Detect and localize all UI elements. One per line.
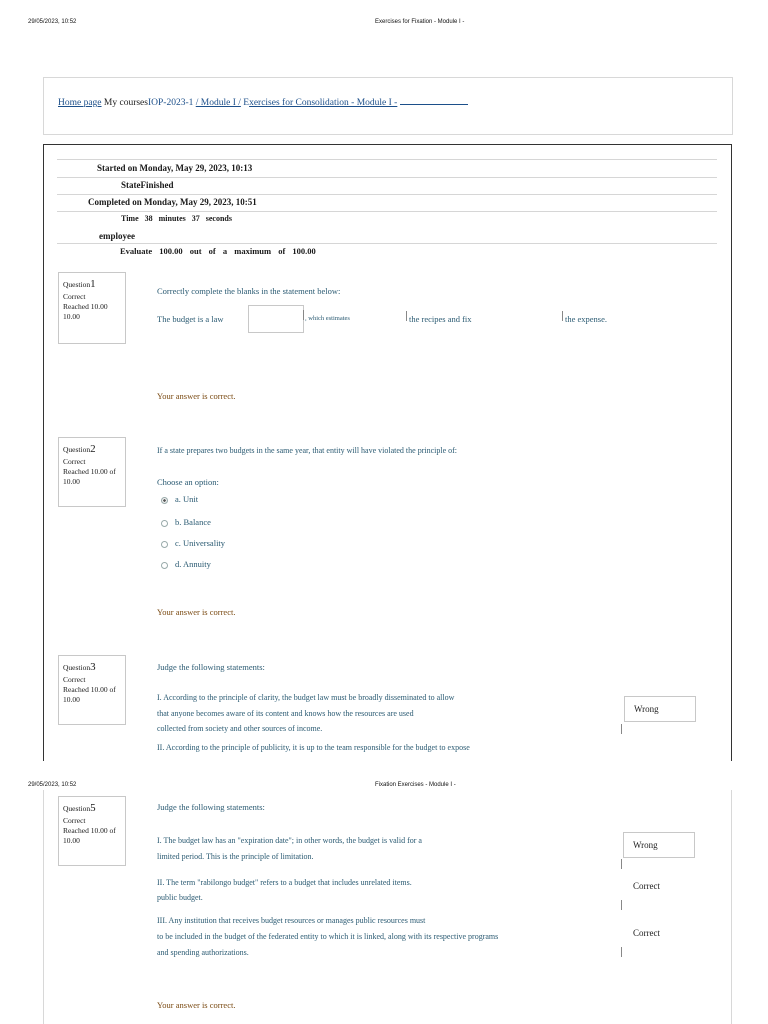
q5-statement-3-line-3: and spending authorizations. [157, 948, 249, 957]
q5-statement-1-line-1: I. The budget law has an "expiration date"; in other words, the budget is valid for a [157, 836, 422, 845]
summary-time [121, 214, 732, 223]
time-label: Time [121, 214, 139, 223]
question-number: 1 [90, 278, 96, 290]
question-2-prompt: If a state prepares two budgets in the same year, that entity will have violated the principle of: [157, 446, 458, 455]
question-3-prompt: Judge the following statements: [157, 662, 265, 672]
completed-value: Monday, May 29, 2023, 10:51 [144, 197, 257, 207]
question-5-prompt: Judge the following statements: [157, 802, 265, 812]
divider [57, 194, 717, 195]
q5-answer-marker [621, 900, 622, 910]
radio-icon[interactable] [161, 541, 168, 548]
started-label: Started on [97, 163, 138, 173]
breadcrumb-courses[interactable]: courses [119, 98, 148, 108]
q3-statement-1-line-1: I. According to the principle of clarity, the budget law must be broadly disseminated to allow [157, 693, 455, 702]
q3-answer-1-select[interactable]: Wrong [624, 696, 696, 722]
question-reached: Reached 10.00 of 10.00 [63, 684, 116, 705]
q2-choose-label: Choose an option: [157, 477, 219, 487]
option-label: b. Balance [175, 517, 211, 527]
question-2-info [58, 437, 126, 507]
print-title-page2: Fixation Exercises - Module I - [375, 782, 456, 788]
breadcrumb-box [43, 77, 733, 135]
q5-answer-1-select[interactable]: Wrong [623, 832, 695, 858]
q5-answer-3-select[interactable]: Correct [633, 928, 660, 938]
summary-state [121, 180, 732, 190]
option-label: d. Annuity [175, 559, 211, 569]
state-label: State [121, 180, 141, 190]
summary-completed [88, 197, 732, 207]
radio-selected-icon[interactable] [161, 497, 168, 504]
q2-option-d[interactable] [161, 559, 211, 569]
divider [57, 177, 717, 178]
question-1-info [58, 272, 126, 344]
option-label: c. Universality [175, 538, 226, 548]
q2-option-c[interactable] [161, 538, 225, 548]
q1-text-part2: , which estimates [305, 315, 350, 322]
q3-statement-1-line-3: collected from society and other sources of income. [157, 724, 323, 733]
q5-statement-1-line-2: limited period. This is the principle of limitation. [157, 852, 314, 861]
q5-answer-2-select[interactable]: Correct [633, 881, 660, 891]
summary-started [97, 163, 732, 173]
print-date-page2: 29/05/2023, 10:52 [28, 782, 77, 788]
q1-blank-marker [303, 310, 304, 320]
question-label: Question [63, 663, 91, 672]
state-value: Finished [140, 180, 174, 190]
divider [57, 243, 717, 244]
breadcrumb-exercises[interactable]: xercises for Consolidation - Module I - [249, 98, 398, 108]
radio-icon[interactable] [161, 562, 168, 569]
radio-icon[interactable] [161, 520, 168, 527]
breadcrumb-course[interactable]: IOP-2023-1 [147, 98, 194, 108]
evaluate-label: Evaluate [120, 246, 153, 256]
summary-employee: employee [99, 231, 135, 241]
question-status: Correct [63, 456, 86, 466]
quiz-review-panel [43, 144, 732, 761]
breadcrumb-module[interactable]: / Module I / [195, 98, 241, 108]
q1-blank-2[interactable] [406, 311, 407, 321]
q5-statement-2-line-1: II. The term "rabilongo budget" refers to a budget that includes unrelated items. [157, 878, 412, 887]
q2-feedback: Your answer is correct. [157, 607, 236, 617]
divider [57, 211, 717, 212]
question-1-prompt: Correctly complete the blanks in the statement below: [157, 286, 341, 296]
question-5-info [58, 796, 126, 866]
question-reached: Reached 10.00 10.00 [63, 301, 108, 322]
completed-label: Completed on [88, 197, 142, 207]
divider [57, 159, 717, 160]
q5-statement-2-line-2: public budget. [157, 893, 203, 902]
breadcrumb-e: E [243, 98, 250, 108]
q1-text-part3: the recipes and fix [409, 314, 472, 324]
breadcrumb-my: My [103, 98, 118, 108]
q5-answer-marker [621, 859, 622, 869]
question-label: Question [63, 280, 91, 289]
started-value: Monday, May 29, 2023, 10:13 [139, 163, 253, 173]
time-value: 38 minutes 37 seconds [144, 214, 232, 223]
question-label: Question [63, 445, 91, 454]
breadcrumb [58, 96, 468, 108]
summary-evaluate [120, 246, 732, 256]
question-number: 5 [90, 802, 96, 814]
print-title: Exercises for Fixation - Module I - [375, 19, 465, 25]
q1-text-part4: the expense. [565, 314, 608, 324]
q2-option-b[interactable] [161, 517, 211, 527]
breadcrumb-home[interactable]: Home page [58, 98, 102, 108]
q3-answer-marker [621, 724, 622, 734]
q5-statement-3-line-1: III. Any institution that receives budget resources or manages public resources must [157, 916, 426, 925]
option-label: a. Unit [175, 494, 199, 504]
q1-text-part1: The budget is a law [157, 314, 224, 324]
q2-option-a[interactable] [161, 494, 198, 504]
print-date: 29/05/2023, 10:52 [28, 19, 77, 25]
q1-blank-1[interactable] [248, 305, 304, 333]
question-number: 2 [90, 443, 96, 455]
q5-answer-marker [621, 947, 622, 957]
evaluate-value: 100.00 out of a maximum of 100.00 [159, 246, 316, 256]
q5-feedback: Your answer is correct. [157, 1000, 236, 1010]
q1-feedback: Your answer is correct. [157, 391, 236, 401]
q5-statement-3-line-2: to be included in the budget of the federated entity to which it is linked, along with its respective programs [157, 932, 499, 941]
q1-blank-3[interactable] [562, 311, 563, 321]
question-label: Question [63, 804, 91, 813]
question-status: Correct [63, 815, 86, 825]
quiz-review-panel-page2 [43, 790, 732, 1024]
question-3-info [58, 655, 126, 725]
question-reached: Reached 10.00 of 10.00 [63, 825, 116, 846]
question-status: Correct [63, 674, 86, 684]
breadcrumb-underline [400, 96, 468, 105]
q3-statement-1-line-2: that anyone becomes aware of its content and knows how the resources are used [157, 709, 414, 718]
question-reached: Reached 10.00 of 10.00 [63, 466, 116, 487]
question-number: 3 [90, 661, 96, 673]
question-status: Correct [63, 291, 86, 301]
q3-statement-2-line-1: II. According to the principle of publicity, it is up to the team responsible for the budget to expose [157, 743, 470, 752]
